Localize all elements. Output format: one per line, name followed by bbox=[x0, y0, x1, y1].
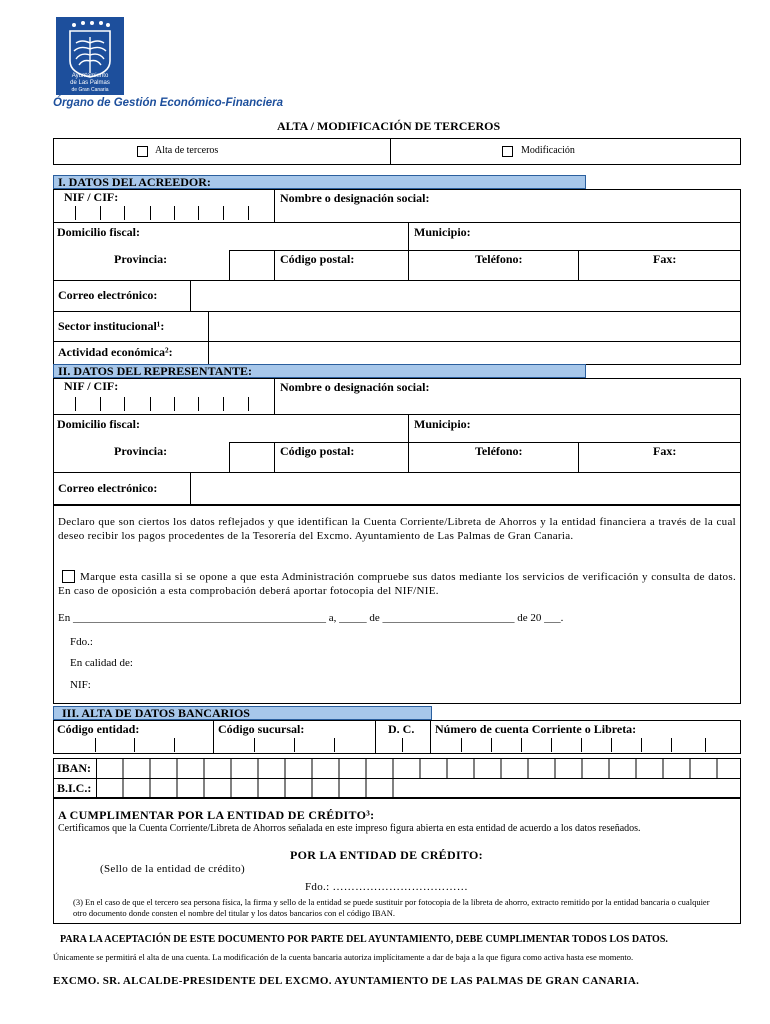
org-name: Órgano de Gestión Económico-Financiera bbox=[53, 97, 284, 109]
form-title: ALTA / MODIFICACIÓN DE TERCEROS bbox=[277, 119, 501, 133]
codigo-sucursal-label: Código sucursal: bbox=[218, 722, 305, 736]
s2-municipio-label: Municipio: bbox=[414, 417, 471, 431]
s2-fax-label: Fax: bbox=[653, 444, 677, 458]
credit-note: (3) En el caso de que el tercero sea persona física, la firma y sello de la entidad se puede sustituir por fotocopia de la libreta de ahorro, extracto remitido por la entidad bancaria o cualquier otro documento donde consten el nombre del titular y los datos bancarios con el código IBAN. bbox=[73, 897, 710, 918]
logo-text-1: Ayuntamiento bbox=[71, 73, 109, 79]
numero-cuenta-label: Número de cuenta Corriente o Libreta: bbox=[435, 722, 637, 736]
s2-correo-label: Correo electrónico: bbox=[58, 481, 158, 495]
section1-title: I. DATOS DEL ACREEDOR: bbox=[58, 175, 211, 189]
section3-title: III. ALTA DE DATOS BANCARIOS bbox=[62, 706, 250, 720]
s1-provincia-label: Provincia: bbox=[114, 252, 168, 266]
oposicion-text: Marque esta casilla si se opone a que esta Administración compruebe sus datos mediante los servicios de verificación y consulta de datos. En caso de oposición a esta comprobación deberá aportar fotocopia del NIF/NIE. bbox=[58, 571, 736, 597]
credit-certify: Certificamos que la Cuenta Corriente/Libreta de Ahorros señalada en este impreso figura abierta en esta entidad de acuerdo a los datos reseñados. bbox=[58, 823, 641, 834]
s1-nif-label: NIF / CIF: bbox=[64, 190, 119, 204]
s1-sector-label: Sector institucional¹: bbox=[58, 319, 165, 333]
logo-text-2: de Las Palmas bbox=[70, 80, 110, 86]
modificacion-label: Modificación bbox=[521, 145, 575, 156]
credit-fdo: Fdo.: ……………………………… bbox=[305, 881, 469, 893]
codigo-entidad-label: Código entidad: bbox=[57, 722, 140, 736]
fdo-label: Fdo.: bbox=[70, 636, 93, 648]
iban-label: IBAN: bbox=[57, 761, 92, 775]
s2-nif-label: NIF / CIF: bbox=[64, 379, 119, 393]
en-line: En ______________________________________________ a, _____ de ________________________ de 20 ___. bbox=[58, 612, 564, 624]
credit-heading: A CUMPLIMENTAR POR LA ENTIDAD DE CRÉDITO³: bbox=[58, 808, 375, 822]
logo-text-3: de Gran Canaria bbox=[71, 87, 109, 93]
s2-cp-label: Código postal: bbox=[280, 444, 355, 458]
dc-label: D. C. bbox=[388, 722, 415, 736]
por-entidad-label: POR LA ENTIDAD DE CRÉDITO: bbox=[290, 848, 483, 862]
s1-correo-label: Correo electrónico: bbox=[58, 288, 158, 302]
s1-cp-label: Código postal: bbox=[280, 252, 355, 266]
section2-title: II. DATOS DEL REPRESENTANTE: bbox=[58, 364, 253, 378]
sello-label: (Sello de la entidad de crédito) bbox=[100, 863, 245, 875]
s2-nombre-label: Nombre o designación social: bbox=[280, 380, 430, 394]
s1-domicilio-label: Domicilio fiscal: bbox=[57, 225, 140, 239]
s1-telefono-label: Teléfono: bbox=[475, 252, 523, 266]
alcalde-line: EXCMO. SR. ALCALDE-PRESIDENTE DEL EXCMO. AYUNTAMIENTO DE LAS PALMAS DE GRAN CANARIA. bbox=[53, 975, 640, 987]
decl-nif-label: NIF: bbox=[70, 679, 91, 691]
declaration-text: Declaro que son ciertos los datos reflejados y que identifican la Cuenta Corriente/Libreta de Ahorros y la entidad financiera a través de la cual deseo recibir los pagos procedentes de la Tesorería del Excmo. Ayuntamiento de Las Palmas de Gran Canaria. bbox=[58, 516, 736, 542]
s1-nombre-label: Nombre o designación social: bbox=[280, 191, 430, 205]
alta-label: Alta de terceros bbox=[155, 145, 219, 156]
s2-domicilio-label: Domicilio fiscal: bbox=[57, 417, 140, 431]
unicamente-note: Únicamente se permitirá el alta de una cuenta. La modificación de la cuenta bancaria autoriza implícitamente a dar de baja a la que figura como activa hasta ese momento. bbox=[53, 952, 634, 962]
s1-fax-label: Fax: bbox=[653, 252, 677, 266]
aceptacion-note: PARA LA ACEPTACIÓN DE ESTE DOCUMENTO POR PARTE DEL AYUNTAMIENTO, DEBE CUMPLIMENTAR TODOS LOS DATOS. bbox=[60, 934, 668, 945]
s1-municipio-label: Municipio: bbox=[414, 225, 471, 239]
s2-provincia-label: Provincia: bbox=[114, 444, 168, 458]
bic-label: B.I.C.: bbox=[57, 781, 92, 795]
s2-telefono-label: Teléfono: bbox=[475, 444, 523, 458]
calidad-label: En calidad de: bbox=[70, 657, 133, 669]
s1-actividad-label: Actividad económica²: bbox=[58, 345, 173, 359]
